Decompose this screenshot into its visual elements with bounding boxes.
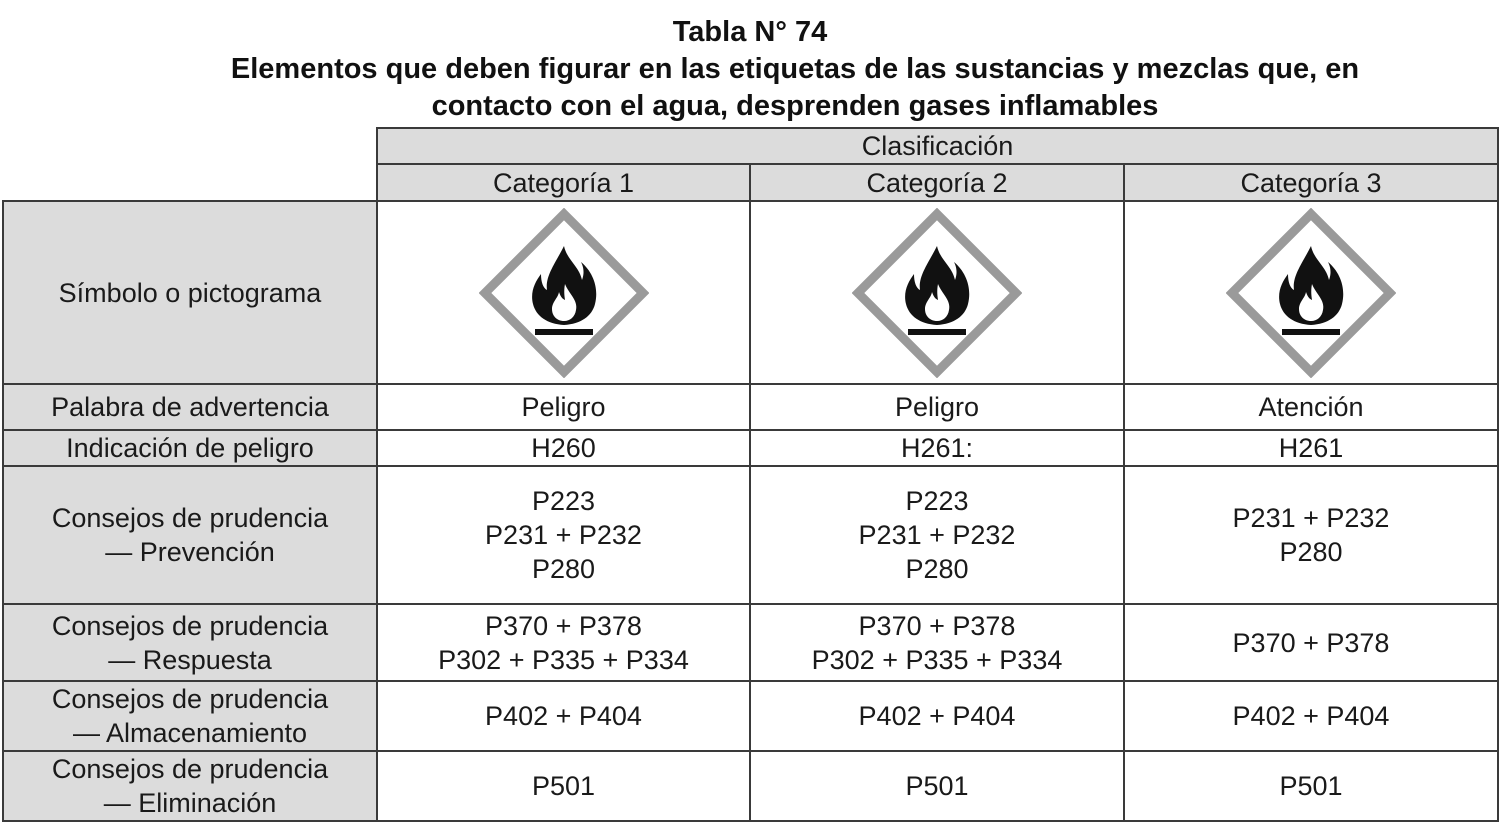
- row-header-storage: [3, 681, 377, 751]
- p-statement: P280: [1279, 537, 1343, 567]
- prevention-category-2: [750, 466, 1124, 604]
- hazard-statement-category-1: H260: [377, 430, 750, 466]
- row-header-signal-word: Palabra de advertencia: [3, 384, 377, 430]
- storage-category-3: P402 + P404: [1124, 681, 1498, 751]
- row-header-line: — Eliminación: [103, 788, 277, 818]
- label-elements-table: [2, 127, 1499, 822]
- p-statement: P231 + P232: [858, 520, 1016, 550]
- disposal-category-1: P501: [377, 751, 750, 821]
- row-header-hazard-statement: Indicación de peligro: [3, 430, 377, 466]
- row-header-line: — Respuesta: [108, 644, 272, 675]
- signal-word-category-2: Peligro: [750, 384, 1124, 430]
- row-header-disposal: [3, 751, 377, 821]
- column-header-category-3: Categoría 3: [1124, 164, 1498, 201]
- storage-category-2: P402 + P404: [750, 681, 1124, 751]
- title-line-2: Elementos que deben figurar en las etiquetas de las sustancias y mezclas que, en: [230, 53, 1360, 85]
- prevention-category-1: [377, 466, 750, 604]
- response-category-1: [377, 604, 750, 681]
- prevention-category-3: [1124, 466, 1498, 604]
- disposal-category-3: P501: [1124, 751, 1498, 821]
- row-header-line: — Almacenamiento: [72, 718, 308, 748]
- p-statement: P280: [531, 554, 596, 584]
- row-header-line: — Prevención: [105, 537, 275, 567]
- symbol-cell-category-2: [750, 201, 1124, 384]
- hazard-statement-category-3: H261: [1124, 430, 1498, 466]
- classification-header: Clasificación: [377, 128, 1498, 164]
- row-header-line: Consejos de prudencia: [51, 503, 329, 533]
- row-header-symbol: Símbolo o pictograma: [3, 201, 377, 384]
- p-statement: P280: [905, 554, 969, 584]
- p-statement: P302 + P335 + P334: [811, 644, 1063, 675]
- empty-corner: [3, 128, 377, 164]
- p-statement: P223: [905, 486, 969, 516]
- response-category-2: [750, 604, 1124, 681]
- hazard-statement-category-2: H261:: [750, 430, 1124, 466]
- flame-pictogram-icon: [479, 208, 649, 378]
- row-header-line: Consejos de prudencia: [51, 610, 329, 641]
- signal-word-category-3: Atención: [1124, 384, 1498, 430]
- row-header-line: Consejos de prudencia: [51, 684, 329, 714]
- title-line-1: Tabla N° 74: [672, 16, 828, 48]
- p-statement: P223: [531, 486, 596, 516]
- disposal-category-2: P501: [750, 751, 1124, 821]
- symbol-cell-category-1: [377, 201, 750, 384]
- column-header-category-2: Categoría 2: [750, 164, 1124, 201]
- empty-corner: [3, 164, 377, 201]
- flame-pictogram-icon: [1226, 208, 1396, 378]
- p-statement: P231 + P232: [1232, 503, 1390, 533]
- response-category-3: [1124, 604, 1498, 681]
- title-line-3: contacto con el agua, desprenden gases inflamables: [431, 90, 1159, 122]
- p-statement: P302 + P335 + P334: [438, 644, 689, 675]
- storage-category-1: P402 + P404: [377, 681, 750, 751]
- symbol-cell-category-3: [1124, 201, 1498, 384]
- p-statement: P370 + P378: [1232, 627, 1390, 658]
- signal-word-category-1: Peligro: [377, 384, 750, 430]
- row-header-line: Consejos de prudencia: [51, 754, 329, 784]
- flame-pictogram-icon: [852, 208, 1022, 378]
- p-statement: P370 + P378: [858, 610, 1016, 641]
- row-header-response: [3, 604, 377, 681]
- row-header-prevention: [3, 466, 377, 604]
- p-statement: P231 + P232: [485, 520, 642, 550]
- p-statement: P370 + P378: [485, 610, 642, 641]
- column-header-category-1: Categoría 1: [377, 164, 750, 201]
